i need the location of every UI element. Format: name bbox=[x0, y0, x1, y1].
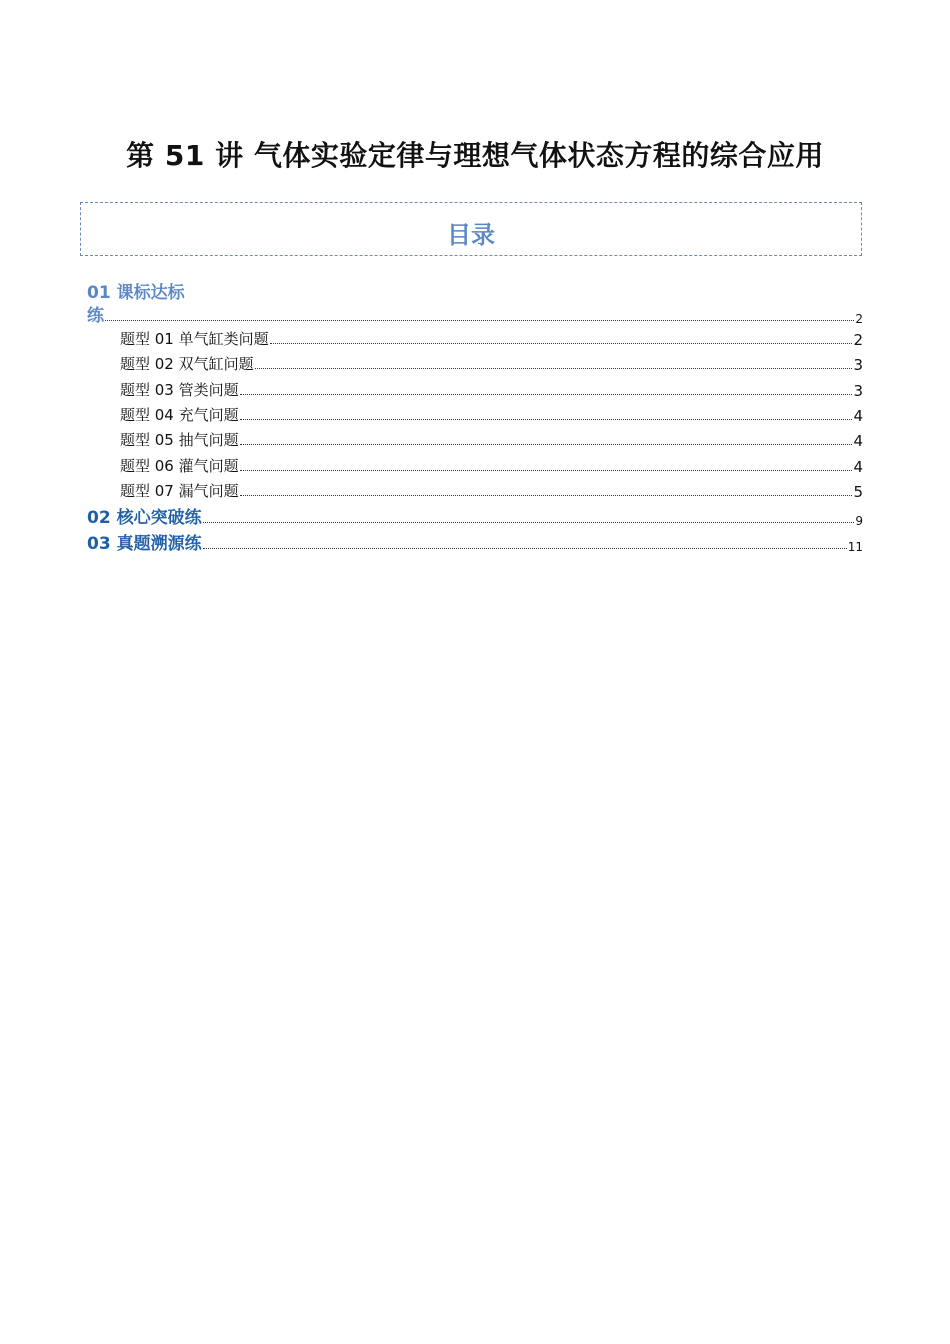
toc-entry-section-2[interactable] bbox=[87, 506, 863, 528]
toc-entry-type-03[interactable] bbox=[120, 380, 863, 400]
toc-leader-dots bbox=[240, 470, 853, 471]
toc-entry-section-1[interactable] bbox=[87, 304, 863, 326]
toc-entry-type-06[interactable] bbox=[120, 456, 863, 476]
toc-page-number: 3 bbox=[853, 356, 863, 374]
toc-entry-type-05[interactable] bbox=[120, 430, 863, 450]
toc-page-number: 4 bbox=[853, 458, 863, 476]
toc-page-number: 5 bbox=[853, 483, 863, 501]
toc-leader-dots bbox=[255, 368, 853, 369]
toc-leader-dots bbox=[203, 522, 855, 523]
toc-page-number: 9 bbox=[855, 514, 863, 528]
toc-entry-label: 03 真题溯源练 bbox=[87, 534, 202, 554]
toc-entry-label: 题型 07 漏气问题 bbox=[120, 482, 239, 500]
toc-entry-label: 题型 05 抽气问题 bbox=[120, 431, 239, 449]
toc-page-number: 4 bbox=[853, 432, 863, 450]
toc-entry-type-02[interactable] bbox=[120, 354, 863, 374]
toc-leader-dots bbox=[203, 548, 847, 549]
toc-entry-section-3[interactable] bbox=[87, 532, 863, 554]
toc-entry-label: 题型 03 管类问题 bbox=[120, 381, 239, 399]
toc-leader-dots bbox=[240, 419, 853, 420]
toc-leader-dots bbox=[240, 444, 853, 445]
toc-section-1-line1[interactable]: 01 课标达标 bbox=[87, 283, 185, 303]
toc-entry-label: 02 核心突破练 bbox=[87, 508, 202, 528]
toc-entry-label: 题型 01 单气缸类问题 bbox=[120, 330, 269, 348]
toc-page-number: 4 bbox=[853, 407, 863, 425]
toc-entry-label: 题型 04 充气问题 bbox=[120, 406, 239, 424]
toc-page-number: 3 bbox=[853, 382, 863, 400]
toc-entry-label: 题型 02 双气缸问题 bbox=[120, 355, 254, 373]
toc-heading-box bbox=[80, 202, 862, 256]
toc-page-number: 11 bbox=[847, 540, 863, 554]
toc-entry-type-01[interactable] bbox=[120, 329, 863, 349]
toc-leader-dots bbox=[105, 320, 854, 321]
toc-entry-type-04[interactable] bbox=[120, 405, 863, 425]
toc-leader-dots bbox=[240, 394, 853, 395]
toc-page-number: 2 bbox=[855, 312, 863, 326]
toc-leader-dots bbox=[240, 495, 853, 496]
toc-entry-label: 题型 06 灌气问题 bbox=[120, 457, 239, 475]
toc-leader-dots bbox=[270, 343, 853, 344]
toc-section-1-line2: 练 bbox=[87, 306, 104, 326]
toc-page-number: 2 bbox=[853, 331, 863, 349]
toc-entry-type-07[interactable] bbox=[120, 481, 863, 501]
toc-heading: 目录 bbox=[447, 221, 495, 249]
document-title: 第 51 讲 气体实验定律与理想气体状态方程的综合应用 bbox=[126, 139, 824, 172]
